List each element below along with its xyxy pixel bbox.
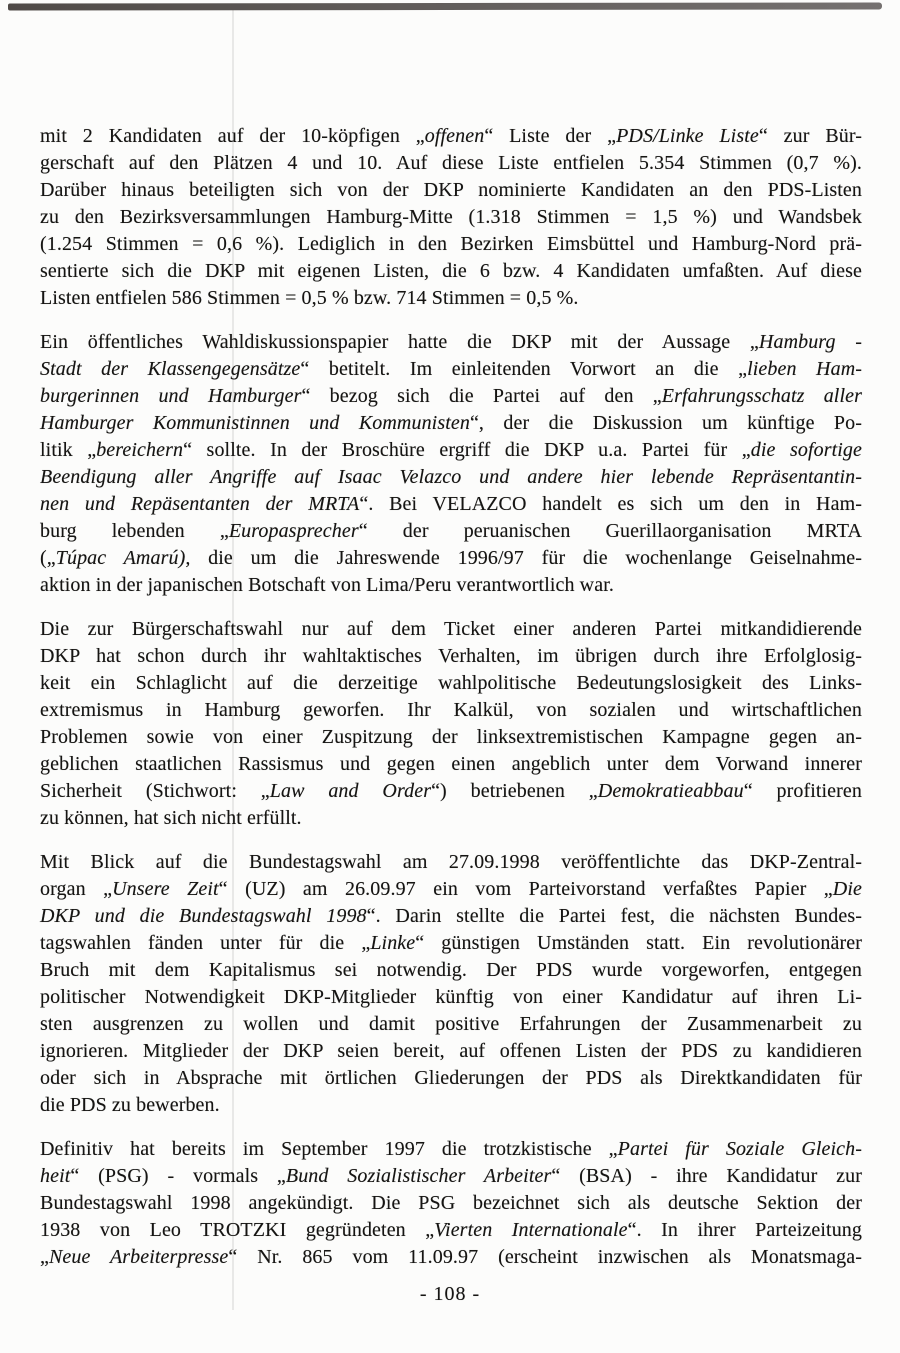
text-line (40, 123, 862, 150)
text-line (40, 930, 862, 957)
text-run: Bruch mit dem Kapitalismus sei notwendig. Der PDS wurde vorgeworfen, entgegen (40, 959, 862, 981)
text-line (40, 984, 862, 1011)
italic-text-run: Túpac Amarú), (55, 547, 191, 569)
italic-text-run: Unsere Zeit (112, 878, 219, 900)
italic-text-run: Neue Arbeiterpresse (48, 1246, 229, 1268)
text-line (40, 491, 862, 518)
text-line (40, 329, 862, 356)
text-run: burg lebenden „ (40, 520, 229, 542)
text-line (40, 724, 862, 751)
text-run: die PDS zu bewerben. (40, 1094, 220, 1116)
text-line (40, 410, 862, 437)
text-line (40, 876, 862, 903)
text-line (40, 643, 862, 670)
italic-text-run: die sofortige (750, 439, 862, 461)
text-line (40, 572, 862, 599)
text-run: Die zur Bürgerschaftswahl nur auf dem Ticket einer anderen Partei mitkandidierende (40, 618, 862, 640)
document-text (40, 123, 862, 1271)
text-run: extremismus in Hamburg geworfen. Ihr Kalkül, von sozialen und wirtschaftlichen (40, 699, 862, 721)
text-line (40, 849, 862, 876)
text-run: Mit Blick auf die Bundestagswahl am 27.09.1998 veröffentlichte das DKP-Zentral- (40, 851, 862, 873)
text-line (40, 177, 862, 204)
paragraph (40, 616, 862, 832)
italic-text-run: DKP und die Bundestagswahl 1998 (40, 905, 367, 927)
text-line (40, 1244, 862, 1271)
text-run: DKP hat schon durch ihr wahltaktisches Verhalten, im übrigen durch ihre Erfolglosig- (40, 645, 862, 667)
text-run: “ profitieren (743, 780, 862, 802)
text-run: “. Bei VELAZCO handelt es sich um den in Ham- (359, 493, 862, 515)
text-run: Problemen sowie von einer Zuspitzung der linksextremistischen Kampagne gegen an- (40, 726, 862, 748)
text-run: Listen entfielen 586 Stimmen = 0,5 % bzw. 714 Stimmen = 0,5 %. (40, 287, 579, 309)
text-run: “. Darin stellte die Partei fest, die nächsten Bundes- (366, 905, 862, 927)
text-run: “ zur Bür- (758, 125, 862, 147)
text-run: Bundestagswahl 1998 angekündigt. Die PSG bezeichnet sich als deutsche Sektion der (40, 1192, 862, 1214)
text-run: oder sich in Absprache mit örtlichen Gliederungen der PDS als Direktkandidaten für (40, 1067, 862, 1089)
text-run: “, der die Diskussion um künftige Po- (469, 412, 862, 434)
text-run: (1.254 Stimmen = 0,6 %). Lediglich in den Bezirken Eimsbüttel und Hamburg-Nord prä- (40, 233, 862, 255)
italic-text-run: Linke (370, 932, 416, 954)
text-run: “ Nr. 865 vom 11.09.97 (erscheint inzwischen als Monatsmaga- (228, 1246, 862, 1268)
text-line (40, 383, 862, 410)
text-line (40, 616, 862, 643)
italic-text-run: lieben Ham- (747, 358, 863, 380)
text-line (40, 545, 862, 572)
italic-text-run: Stadt der Klassengegensätze (40, 358, 301, 380)
text-line (40, 1065, 862, 1092)
italic-text-run: offenen (424, 125, 485, 147)
page-number: - 108 - (419, 1283, 481, 1305)
text-line (40, 258, 862, 285)
text-line (40, 1163, 862, 1190)
text-line (40, 1190, 862, 1217)
text-run: “ der peruanischen Guerillaorganisation MRTA (358, 520, 862, 542)
text-line (40, 518, 862, 545)
italic-text-run: Partei für Soziale Gleich- (617, 1138, 862, 1160)
italic-text-run: Hamburger Kommunistinnen und Kommunisten (40, 412, 470, 434)
italic-text-run: heit (40, 1165, 71, 1187)
text-run: “ (UZ) am 26.09.97 ein vom Parteivorstand verfaßtes Papier „ (218, 878, 833, 900)
text-line (40, 231, 862, 258)
text-line (40, 356, 862, 383)
text-run: ignorieren. Mitglieder der DKP seien bereit, auf offenen Listen der PDS zu kandidieren (40, 1040, 862, 1062)
text-run: keit ein Schlaglicht auf die derzeitige wahlpolitische Bedeutungslosigkeit des Links- (40, 672, 862, 694)
italic-text-run: nen und Repäsentanten der MRTA (40, 493, 360, 515)
text-line (40, 903, 862, 930)
text-line (40, 778, 862, 805)
text-line (40, 697, 862, 724)
italic-text-run: Law and Order (269, 780, 432, 802)
text-run: “ sollte. In der Broschüre ergriff die DKP u.a. Partei für „ (183, 439, 751, 461)
text-run: Darüber hinaus beteiligten sich von der DKP nominierte Kandidaten an den PDS-Listen (40, 179, 862, 201)
text-run: gerschaft auf den Plätzen 4 und 10. Auf diese Liste entfielen 5.354 Stimmen (0,7 %). (40, 152, 862, 174)
text-line (40, 150, 862, 177)
paragraph (40, 329, 862, 599)
paragraph (40, 123, 862, 312)
text-run: “ (BSA) - ihre Kandidatur zur (551, 1165, 863, 1187)
italic-text-run: PDS/Linke Liste (616, 125, 759, 147)
text-run: politischer Notwendigkeit DKP-Mitglieder künftig von einer Kandidatur auf ihren Li- (40, 986, 862, 1008)
text-run: Sicherheit (Stichwort: „ (40, 780, 270, 802)
text-run: mit 2 Kandidaten auf der 10-köpfigen „ (40, 125, 425, 147)
italic-text-run: Vierten Internationale (434, 1219, 628, 1241)
text-run: “ (PSG) - vormals „ (70, 1165, 286, 1187)
text-run: “ günstigen Umständen statt. Ein revolutionärer (415, 932, 862, 954)
italic-text-run: Hamburg - (758, 331, 862, 353)
italic-text-run: Beendigung aller Angriffe auf Isaac Velazco und andere hier lebende Repräsentantin- (40, 466, 862, 488)
text-run: („ (40, 547, 56, 569)
italic-text-run: Bund Sozialistischer Arbeiter (285, 1165, 552, 1187)
text-run: “. In ihrer Parteizeitung (627, 1219, 862, 1241)
text-line (40, 670, 862, 697)
text-line (40, 1136, 862, 1163)
scan-top-bar-artifact (8, 3, 882, 11)
text-run: sten ausgrenzen zu wollen und damit positive Erfahrungen der Zusammenarbeit zu (40, 1013, 862, 1035)
text-run: “ bezog sich die Partei auf den „ (301, 385, 662, 407)
text-run: “ betitelt. Im einleitenden Vorwort an die „ (300, 358, 748, 380)
italic-text-run: Die (832, 878, 862, 900)
text-run: organ „ (40, 878, 113, 900)
text-run: die um die Jahreswende 1996/97 für die wochenlange Geiselnahme- (190, 547, 863, 569)
text-run: 1938 von Leo TROTZKI gegründeten „ (40, 1219, 435, 1241)
text-line (40, 464, 862, 491)
text-run: „ (40, 1246, 49, 1268)
text-line (40, 437, 862, 464)
text-run: “) betriebenen „ (431, 780, 598, 802)
text-line (40, 957, 862, 984)
text-run: sentierte sich die DKP mit eigenen Listen, die 6 bzw. 4 Kandidaten umfaßten. Auf diese (40, 260, 862, 282)
text-run: geblichen staatlichen Rassismus und gegen einen angeblich unter dem Vorwand innerer (40, 753, 862, 775)
text-line (40, 204, 862, 231)
text-line (40, 751, 862, 778)
text-line (40, 285, 862, 312)
text-line (40, 1092, 862, 1119)
paragraph (40, 849, 862, 1119)
text-line (40, 1038, 862, 1065)
text-run: tagswahlen fänden unter für die „ (40, 932, 371, 954)
paragraph (40, 1136, 862, 1271)
text-run: zu können, hat sich nicht erfüllt. (40, 807, 302, 829)
text-run: “ Liste der „ (484, 125, 617, 147)
italic-text-run: burgerinnen und Hamburger (40, 385, 302, 407)
italic-text-run: Erfahrungsschatz aller (661, 385, 862, 407)
text-run: aktion in der japanischen Botschaft von Lima/Peru verantwortlich war. (40, 574, 614, 596)
text-run: Ein öffentliches Wahldiskussionspapier hatte die DKP mit der Aussage „ (40, 331, 759, 353)
text-line (40, 1217, 862, 1244)
text-line (40, 805, 862, 832)
italic-text-run: Europasprecher (228, 520, 359, 542)
text-run: zu den Bezirksversammlungen Hamburg-Mitte (1.318 Stimmen = 1,5 %) und Wandsbek (40, 206, 862, 228)
text-run: litik „ (40, 439, 97, 461)
italic-text-run: Demokratieabbau (597, 780, 744, 802)
text-run: Definitiv hat bereits im September 1997 die trotzkistische „ (40, 1138, 618, 1160)
italic-text-run: bereichern (96, 439, 184, 461)
text-line (40, 1011, 862, 1038)
